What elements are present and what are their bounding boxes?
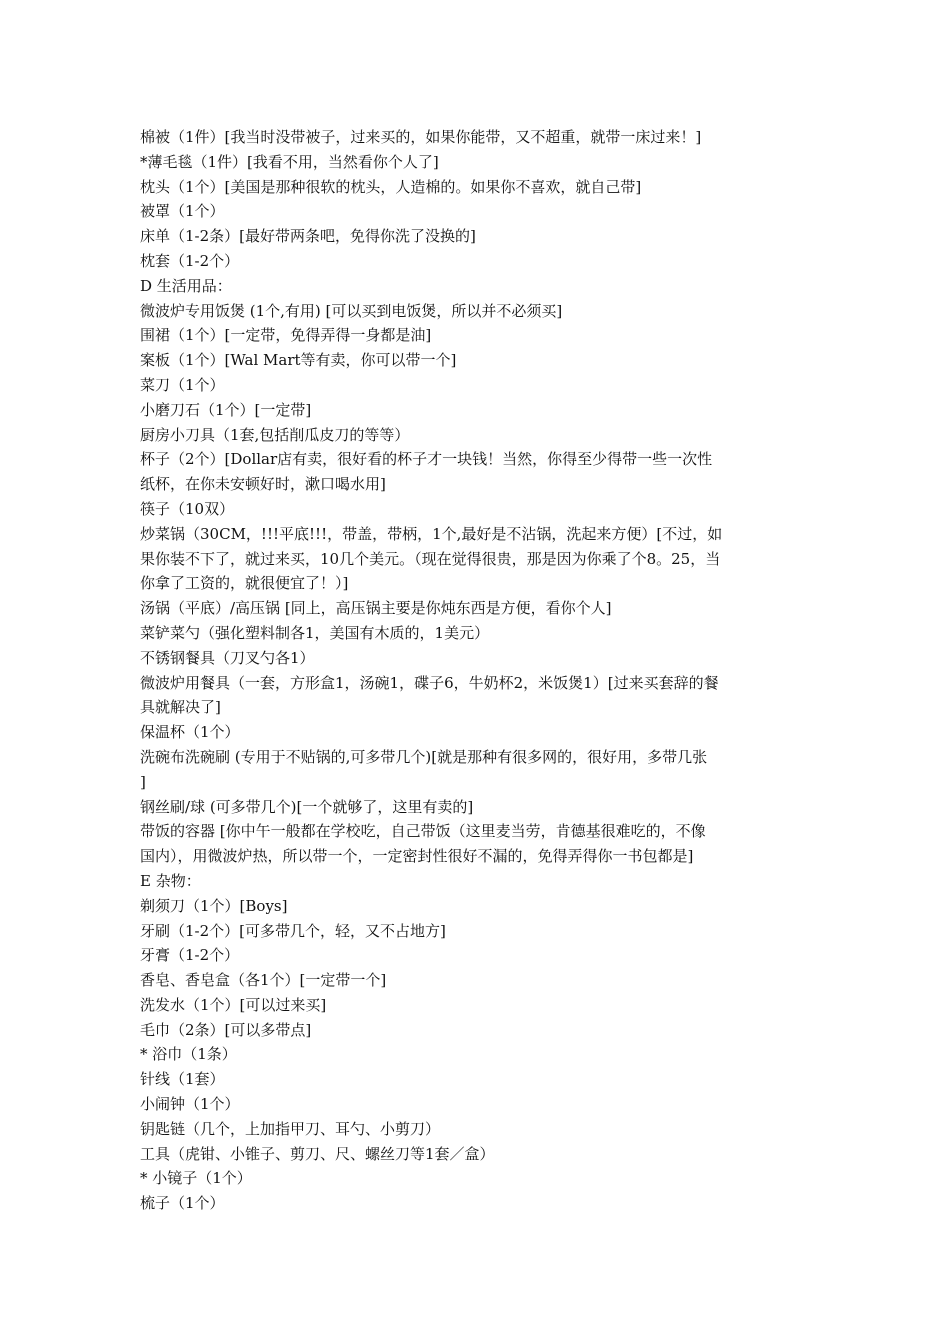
document-body [140,125,810,1216]
text-line: 厨房小刀具（1套,包括削瓜皮刀的等等） [140,425,410,444]
text-line: ] [140,772,146,791]
text-line: 毛巾（2条）[可以多带点] [140,1020,312,1039]
text-line: 纸杯，在你未安顿好时，漱口喝水用] [140,475,386,494]
text-line: 围裙（1个）[一定带，免得弄得一身都是油] [140,326,432,345]
text-line: 钢丝刷/球 (可多带几个)[一个就够了，这里有卖的] [140,797,474,816]
text-line: 微波炉用餐具（一套，方形盒1，汤碗1，碟子6，牛奶杯2，米饭煲1）[过来买套辞的餐 [140,673,719,692]
text-line: 剃须刀（1个）[Boys] [140,896,288,915]
text-line: 被罩（1个） [140,202,225,221]
section-heading: E 杂物： [140,871,201,890]
text-line: 不锈钢餐具（刀叉勺各1） [140,648,315,667]
text-line: 具就解决了] [140,698,221,717]
text-line: 床单（1-2条）[最好带两条吧，免得你洗了没换的] [140,227,476,246]
text-line: 微波炉专用饭煲 (1个,有用) [可以买到电饭煲，所以并不必须买] [140,301,563,320]
text-line: 香皂、香皂盒（各1个）[一定带一个] [140,971,387,990]
text-line: 枕头（1个）[美国是那种很软的枕头，人造棉的。如果你不喜欢，就自己带] [140,177,642,196]
text-line: 棉被（1件）[我当时没带被子，过来买的，如果你能带，又不超重，就带一床过来！] [140,128,702,146]
text-line: 小磨刀石（1个）[一定带] [140,400,312,419]
text-line: 菜铲菜勺（强化塑料制各1，美国有木质的，1美元） [140,623,490,642]
text-line: 牙膏（1-2个） [140,946,240,965]
text-line: 你拿了工资的，就很便宜了！）] [140,574,349,593]
text-line: 案板（1个）[Wal Mart等有卖，你可以带一个] [140,351,457,370]
text-line: 保温杯（1个） [140,723,240,742]
text-line: 炒菜锅（30CM，!!!平底!!!，带盖，带柄，1个,最好是不沾锅，洗起来方便）[不过，如 [140,524,723,543]
text-line: 杯子（2个）[Dollar店有卖，很好看的杯子才一块钱！当然，你得至少得带一些一次性 [140,450,713,469]
text-line: 洗碗布洗碗刷 (专用于不贴锅的,可多带几个)[就是那种有很多网的，很好用，多带几张 [140,747,708,766]
text-line: 工具（虎钳、小锥子、剪刀、尺、螺丝刀等1套／盒） [140,1144,495,1163]
text-line: 国内），用微波炉热，所以带一个，一定密封性很好不漏的，免得弄得你一书包都是] [140,847,694,866]
text-line: * 浴巾（1条） [140,1045,237,1064]
section-heading: D 生活用品： [140,276,232,295]
text-line: 针线（1套） [140,1070,225,1089]
text-line: 果你装不下了，就过来买，10几个美元。（现在觉得很贵，那是因为你乘了个8。25，当 [140,549,721,568]
text-line: 带饭的容器 [你中午一般都在学校吃，自己带饭（这里麦当劳，肯德基很难吃的，不像 [140,822,706,841]
text-line: 汤锅（平底）/高压锅 [同上，高压锅主要是你炖东西是方便，看你个人] [140,599,612,618]
text-line: 洗发水（1个）[可以过来买] [140,995,327,1014]
text-line: 牙刷（1-2个）[可多带几个，轻，又不占地方] [140,921,446,940]
text-line: 钥匙链（几个，上加指甲刀、耳勺、小剪刀） [140,1119,441,1138]
text-line: 菜刀（1个） [140,375,225,394]
text-line: *薄毛毯（1件）[我看不用，当然看你个人了] [140,152,439,171]
text-line: 小闹钟（1个） [140,1095,240,1114]
text-line: 梳子（1个） [140,1194,225,1213]
text-line: * 小镜子（1个） [140,1169,252,1188]
text-line: 枕套（1-2个） [140,251,240,270]
text-line: 筷子（10双） [140,499,235,518]
